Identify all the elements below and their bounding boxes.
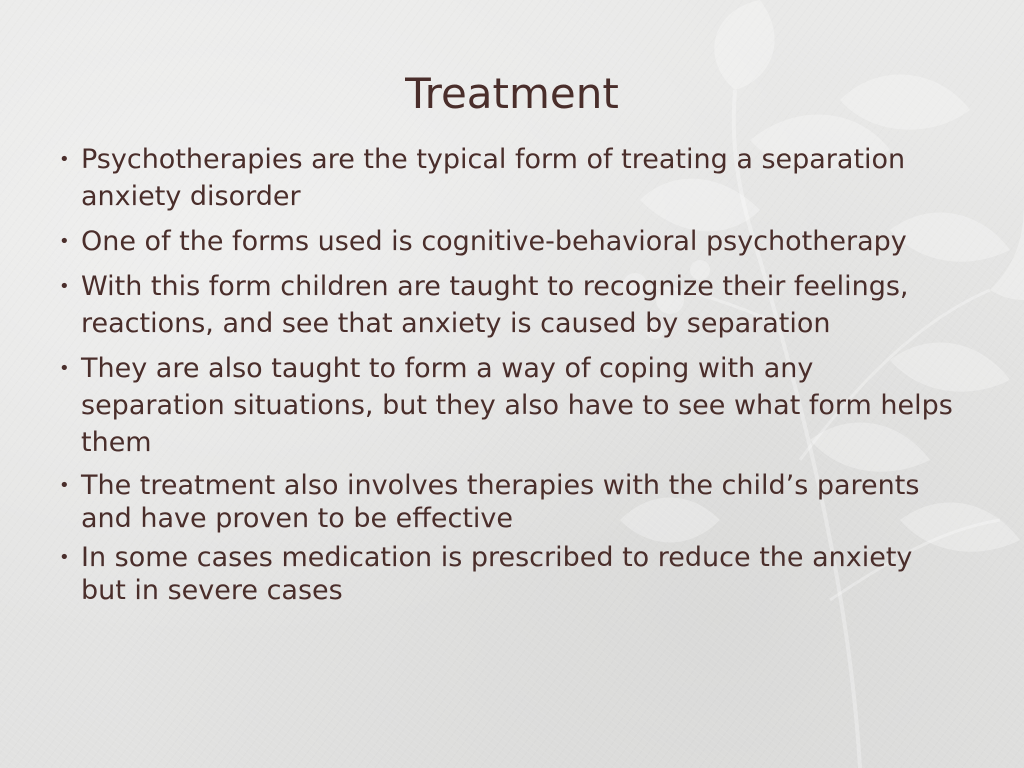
bullet-text: One of the forms used is cognitive-behavioral psychotherapy: [81, 226, 907, 257]
list-item: [56, 469, 956, 535]
list-item: [56, 223, 956, 260]
bullet-text: They are also taught to form a way of coping with any separation situations, but they also have to see what form helps them: [81, 353, 953, 458]
bullet-dot-icon: •: [59, 149, 70, 170]
list-item: [56, 350, 956, 461]
bullet-list: [56, 141, 956, 613]
bullet-text: With this form children are taught to recognize their feelings, reactions, and see that anxiety is caused by separation: [81, 271, 909, 339]
slide-title: Treatment: [405, 69, 619, 118]
bullet-dot-icon: •: [59, 547, 70, 568]
list-item: [56, 541, 956, 607]
list-item: [56, 268, 956, 342]
bullet-dot-icon: •: [59, 475, 70, 496]
bullet-dot-icon: •: [59, 231, 70, 252]
bullet-text: In some cases medication is prescribed to reduce the anxiety but in severe cases: [81, 542, 913, 606]
bullet-dot-icon: •: [59, 358, 70, 379]
list-item: [56, 141, 956, 215]
bullet-text: Psychotherapies are the typical form of treating a separation anxiety disorder: [81, 144, 906, 212]
bullet-text: The treatment also involves therapies with the child’s parents and have proven to be effective: [81, 470, 920, 534]
bullet-dot-icon: •: [59, 276, 70, 297]
